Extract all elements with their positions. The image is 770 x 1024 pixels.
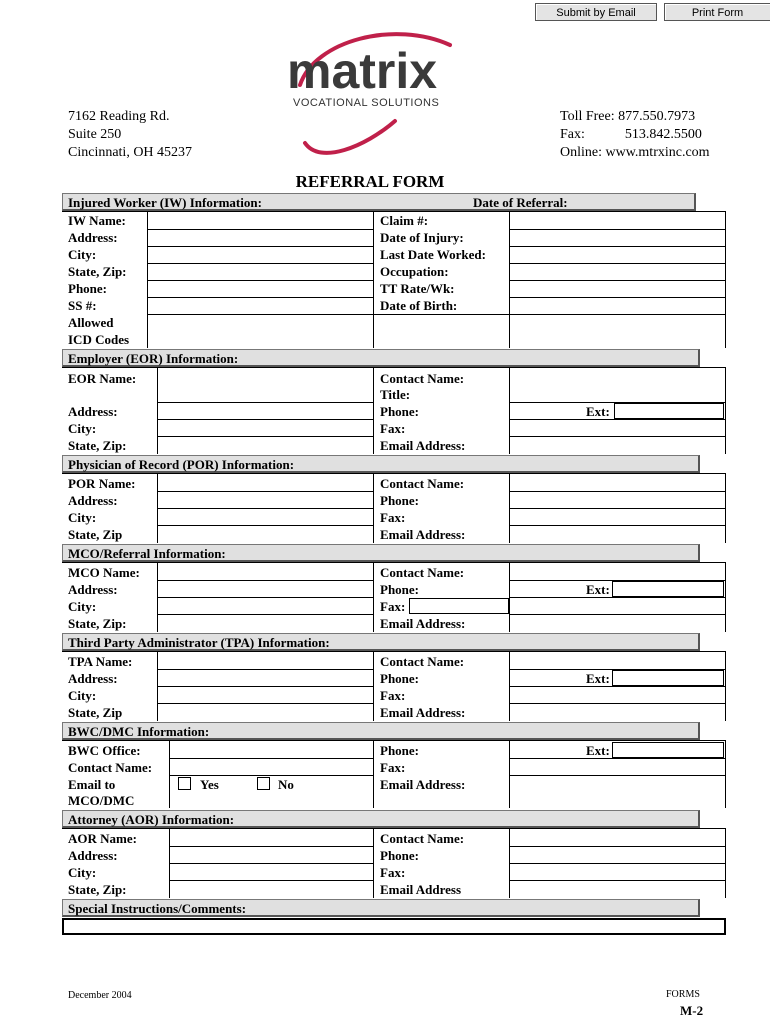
eor-name-label: EOR Name:: [68, 371, 137, 386]
date-of-birth-label: Date of Birth:: [380, 298, 458, 313]
eor-title-label: Title:: [380, 387, 411, 402]
eor-contact-label: Contact Name:: [380, 371, 465, 386]
eor-email-label: Email Address:: [380, 438, 466, 453]
last-date-worked-label: Last Date Worked:: [380, 247, 486, 262]
footer-forms: FORMS: [666, 989, 700, 1000]
date-of-referral-label: Date of Referral:: [473, 195, 568, 210]
allowed-label: Allowed: [68, 315, 114, 330]
bwc-ext-input[interactable]: [612, 742, 724, 758]
tpa-ext-input[interactable]: [612, 670, 724, 686]
aor-name-label: AOR Name:: [68, 831, 137, 846]
tpa-city-label: City:: [68, 688, 97, 703]
yes-checkbox[interactable]: [178, 777, 191, 790]
special-instructions-input[interactable]: [62, 918, 726, 935]
eor-ext-label: Ext:: [586, 404, 610, 419]
tpa-phone-label: Phone:: [380, 671, 419, 686]
por-fax-label: Fax:: [380, 510, 406, 525]
aor-contact-label: Contact Name:: [380, 831, 465, 846]
bwc-fax-label: Fax:: [380, 760, 406, 775]
mco-fax-input[interactable]: [409, 598, 509, 614]
date-of-injury-label: Date of Injury:: [380, 230, 464, 245]
por-phone-label: Phone:: [380, 493, 419, 508]
mco-contact-label: Contact Name:: [380, 565, 465, 580]
occupation-label: Occupation:: [380, 264, 449, 279]
eor-state-label: State, Zip:: [68, 438, 127, 453]
tpa-address-label: Address:: [68, 671, 118, 686]
logo-word: matrix: [287, 43, 438, 99]
iw-phone-label: Phone:: [68, 281, 107, 296]
iw-address-label: Address:: [68, 230, 118, 245]
online-url: Online: www.mtrxinc.com: [560, 145, 710, 160]
fax-number: 513.842.5500: [624, 127, 702, 142]
eor-city-label: City:: [68, 421, 97, 436]
tpa-state-label: State, Zip: [68, 705, 123, 720]
iw-city-label: City:: [68, 247, 97, 262]
mco-ext-input[interactable]: [612, 581, 724, 597]
print-form-button[interactable]: Print Form: [664, 3, 770, 21]
no-label: No: [278, 777, 294, 792]
company-address: [68, 108, 192, 162]
fax-label: Fax:: [560, 127, 585, 142]
por-address-label: Address:: [68, 493, 118, 508]
tpa-name-label: TPA Name:: [68, 654, 133, 669]
mco-name-label: MCO Name:: [68, 565, 140, 580]
aor-email-label: Email Address: [380, 882, 462, 897]
footer-date: December 2004: [68, 990, 132, 1001]
bwc-header-label: BWC/DMC Information:: [68, 724, 210, 739]
tollfree-label: Toll Free:: [560, 109, 615, 124]
mco-address-label: Address:: [68, 582, 118, 597]
mco-state-label: State, Zip:: [68, 616, 127, 631]
address-line1: 7162 Reading Rd.: [68, 109, 170, 124]
iw-ss-label: SS #:: [68, 298, 97, 313]
mco-dmc-label: MCO/DMC: [68, 793, 135, 808]
aor-fax-label: Fax:: [380, 865, 406, 880]
no-checkbox[interactable]: [257, 777, 270, 790]
mco-header-label: MCO/Referral Information:: [68, 546, 226, 561]
form-title: REFERRAL FORM: [295, 172, 445, 191]
icd-codes-label: ICD Codes: [68, 332, 130, 347]
tpa-email-label: Email Address:: [380, 705, 466, 720]
tollfree-number: 877.550.7973: [618, 109, 696, 124]
bwc-office-label: BWC Office:: [68, 743, 141, 758]
aor-city-label: City:: [68, 865, 97, 880]
por-header-label: Physician of Record (POR) Information:: [68, 457, 295, 472]
por-email-label: Email Address:: [380, 527, 466, 542]
bwc-contact-label: Contact Name:: [68, 760, 153, 775]
bwc-email-label: Email Address:: [380, 777, 466, 792]
iw-header-label: Injured Worker (IW) Information:: [68, 195, 262, 210]
aor-state-label: State, Zip:: [68, 882, 127, 897]
email-to-label: Email to: [68, 777, 116, 792]
aor-header-label: Attorney (AOR) Information:: [68, 812, 235, 827]
por-contact-label: Contact Name:: [380, 476, 465, 491]
bwc-phone-label: Phone:: [380, 743, 419, 758]
yes-label: Yes: [200, 777, 219, 792]
eor-ext-input[interactable]: [614, 403, 724, 419]
tpa-header-label: Third Party Administrator (TPA) Information:: [68, 635, 330, 650]
eor-phone-label: Phone:: [380, 404, 419, 419]
company-contact: [560, 108, 710, 162]
tt-rate-label: TT Rate/Wk:: [380, 281, 455, 296]
mco-fax-label: Fax:: [380, 599, 406, 614]
aor-address-label: Address:: [68, 848, 118, 863]
tpa-ext-label: Ext:: [586, 671, 610, 686]
aor-phone-label: Phone:: [380, 848, 419, 863]
iw-name-label: IW Name:: [68, 213, 126, 228]
eor-address-label: Address:: [68, 404, 118, 419]
tpa-contact-label: Contact Name:: [380, 654, 465, 669]
tpa-fax-label: Fax:: [380, 688, 406, 703]
claim-label: Claim #:: [380, 213, 429, 228]
mco-phone-label: Phone:: [380, 582, 419, 597]
eor-header-label: Employer (EOR) Information:: [68, 351, 239, 366]
special-header-label: Special Instructions/Comments:: [68, 901, 247, 916]
por-state-label: State, Zip: [68, 527, 123, 542]
submit-by-email-button[interactable]: Submit by Email: [535, 3, 657, 21]
bwc-ext-label: Ext:: [586, 743, 610, 758]
address-line2: Suite 250: [68, 127, 122, 142]
footer-page: M-2: [680, 1003, 704, 1018]
eor-fax-label: Fax:: [380, 421, 406, 436]
address-line3: Cincinnati, OH 45237: [68, 145, 193, 160]
por-name-label: POR Name:: [68, 476, 136, 491]
por-city-label: City:: [68, 510, 97, 525]
mco-city-label: City:: [68, 599, 97, 614]
mco-email-label: Email Address:: [380, 616, 466, 631]
logo-tagline: VOCATIONAL SOLUTIONS: [293, 97, 440, 109]
iw-state-label: State, Zip:: [68, 264, 127, 279]
mco-ext-label: Ext:: [586, 582, 610, 597]
matrix-logo: [275, 25, 495, 165]
